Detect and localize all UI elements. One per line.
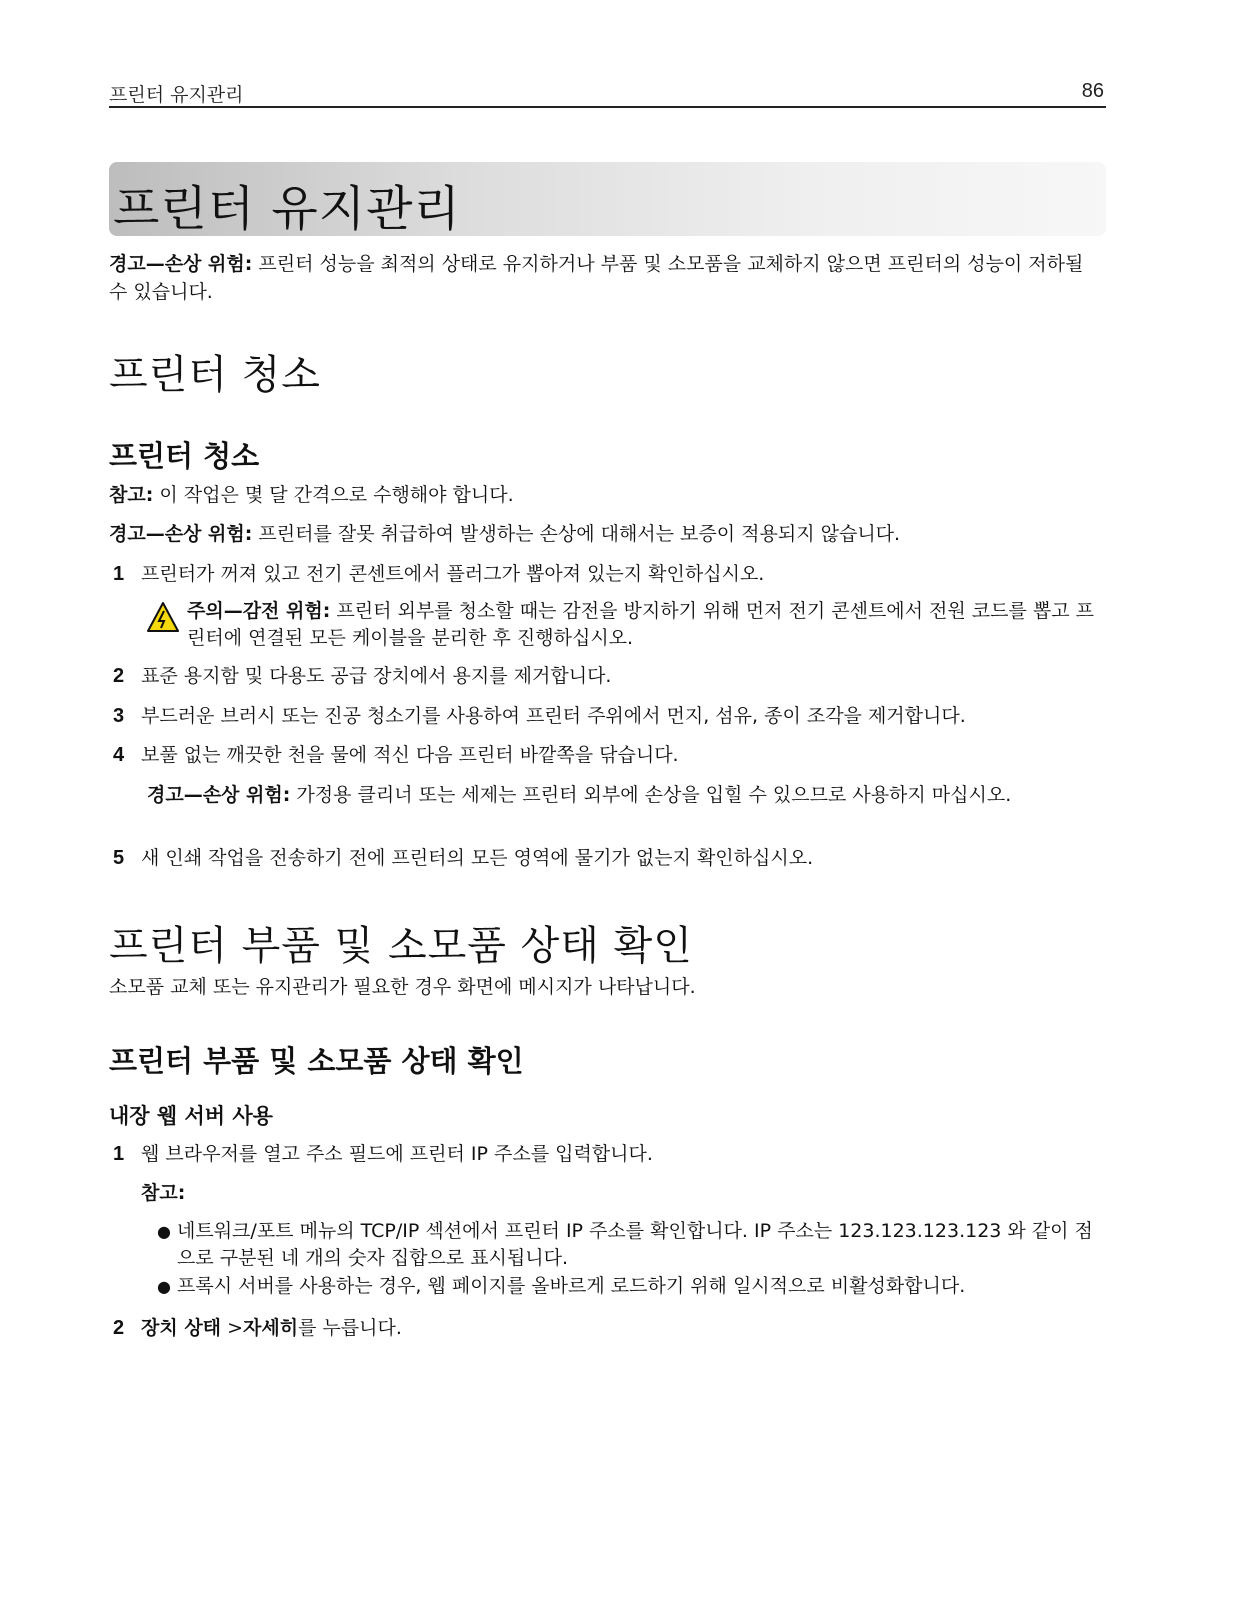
ui-path-separator: > xyxy=(221,1317,243,1339)
ui-path-details: 자세히 xyxy=(243,1317,299,1339)
step-text: 웹 브라우저를 열고 주소 필드에 프린터 IP 주소를 입력합니다. xyxy=(141,1143,653,1165)
step-number: 5 xyxy=(113,847,125,869)
electric-hazard-icon xyxy=(147,602,179,632)
section-title-cleaning: 프린터 청소 xyxy=(109,352,321,398)
chapter-title: 프린터 유지관리 xyxy=(113,181,461,237)
step-number: 2 xyxy=(113,665,125,687)
running-title: 프린터 유지관리 xyxy=(109,84,244,106)
caution-label: 주의—감전 위험: xyxy=(187,600,331,622)
section-title-status: 프린터 부품 및 소모품 상태 확인 xyxy=(109,923,693,969)
step-number: 4 xyxy=(113,744,125,766)
warning-label: 경고—손상 위험: xyxy=(147,784,291,806)
bullet-dot: ● xyxy=(157,1277,171,1296)
step4-warning xyxy=(147,781,1102,809)
caution-body: 프린터 외부를 청소할 때는 감전을 방지하기 위해 먼저 전기 콘센트에서 전원 코드를 뽑고 프린터에 연결된 모든 케이블을 분리한 후 진행하십시오. xyxy=(187,600,1094,649)
cleaning-warning xyxy=(109,520,1106,548)
chapter-title-band xyxy=(109,162,1106,236)
running-header xyxy=(109,80,1106,108)
note-label: 참고: xyxy=(109,484,154,506)
warning-text: 프린터 성능을 최적의 상태로 유지하거나 부품 및 소모품을 교체하지 않으면 프린터의 성능이 저하될 수 있습니다. xyxy=(109,253,1084,303)
chapter-warning xyxy=(109,250,1106,306)
bullet-dot: ● xyxy=(157,1222,171,1241)
note-text: 이 작업은 몇 달 간격으로 수행해야 합니다. xyxy=(153,484,514,506)
warning-text: 프린터를 잘못 취급하여 발생하는 손상에 대해서는 보증이 적용되지 않습니다. xyxy=(252,523,901,545)
warning-label: 경고—손상 위험: xyxy=(109,253,253,275)
status-intro: 소모품 교체 또는 유지관리가 필요한 경우 화면에 메시지가 나타납니다. xyxy=(109,976,696,998)
step-number: 2 xyxy=(113,1317,125,1339)
ui-path-device-status: 장치 상태 xyxy=(141,1317,222,1339)
step-text: 새 인쇄 작업을 전송하기 전에 프린터의 모든 영역에 물기가 없는지 확인하십시오. xyxy=(141,847,814,869)
cleaning-note xyxy=(109,481,1106,509)
minor-title-ews: 내장 웹 서버 사용 xyxy=(109,1104,273,1128)
step-text: 표준 용지함 및 다용도 공급 장치에서 용지를 제거합니다. xyxy=(141,665,612,687)
warning-text: 가정용 클리너 또는 세제는 프린터 외부에 손상을 입힐 수 있으므로 사용하지 마십시오. xyxy=(290,784,1012,806)
step-rest: 를 누릅니다. xyxy=(298,1317,402,1339)
bullet-text: 프록시 서버를 사용하는 경우, 웹 페이지를 올바르게 로드하기 위해 일시적으로 비활성화합니다. xyxy=(177,1275,966,1297)
step-number: 1 xyxy=(113,1143,125,1165)
subsection-title-status: 프린터 부품 및 소모품 상태 확인 xyxy=(109,1044,524,1078)
status-note-label: 참고: xyxy=(141,1182,186,1204)
caution-text xyxy=(187,598,1099,652)
step-text: 보풀 없는 깨끗한 천을 물에 적신 다음 프린터 바깥쪽을 닦습니다. xyxy=(141,744,679,766)
warning-label: 경고—손상 위험: xyxy=(109,523,253,545)
step-number: 3 xyxy=(113,705,125,727)
bullet-text: 네트워크/포트 메뉴의 TCP/IP 섹션에서 프린터 IP 주소를 확인합니다. IP 주소는 123.123.123.123 와 같이 점으로 구분된 네 개의 숫자 집합으로 표시됩니다. xyxy=(177,1220,1093,1269)
page-number: 86 xyxy=(1081,80,1104,102)
subsection-title-cleaning: 프린터 청소 xyxy=(109,439,260,473)
step-text: 프린터가 꺼져 있고 전기 콘센트에서 플러그가 뽑아져 있는지 확인하십시오. xyxy=(141,563,765,585)
step-text xyxy=(141,1314,1101,1342)
step-number: 1 xyxy=(113,563,125,585)
step-text: 부드러운 브러시 또는 진공 청소기를 사용하여 프린터 주위에서 먼지, 섬유, 종이 조각을 제거합니다. xyxy=(141,705,966,727)
